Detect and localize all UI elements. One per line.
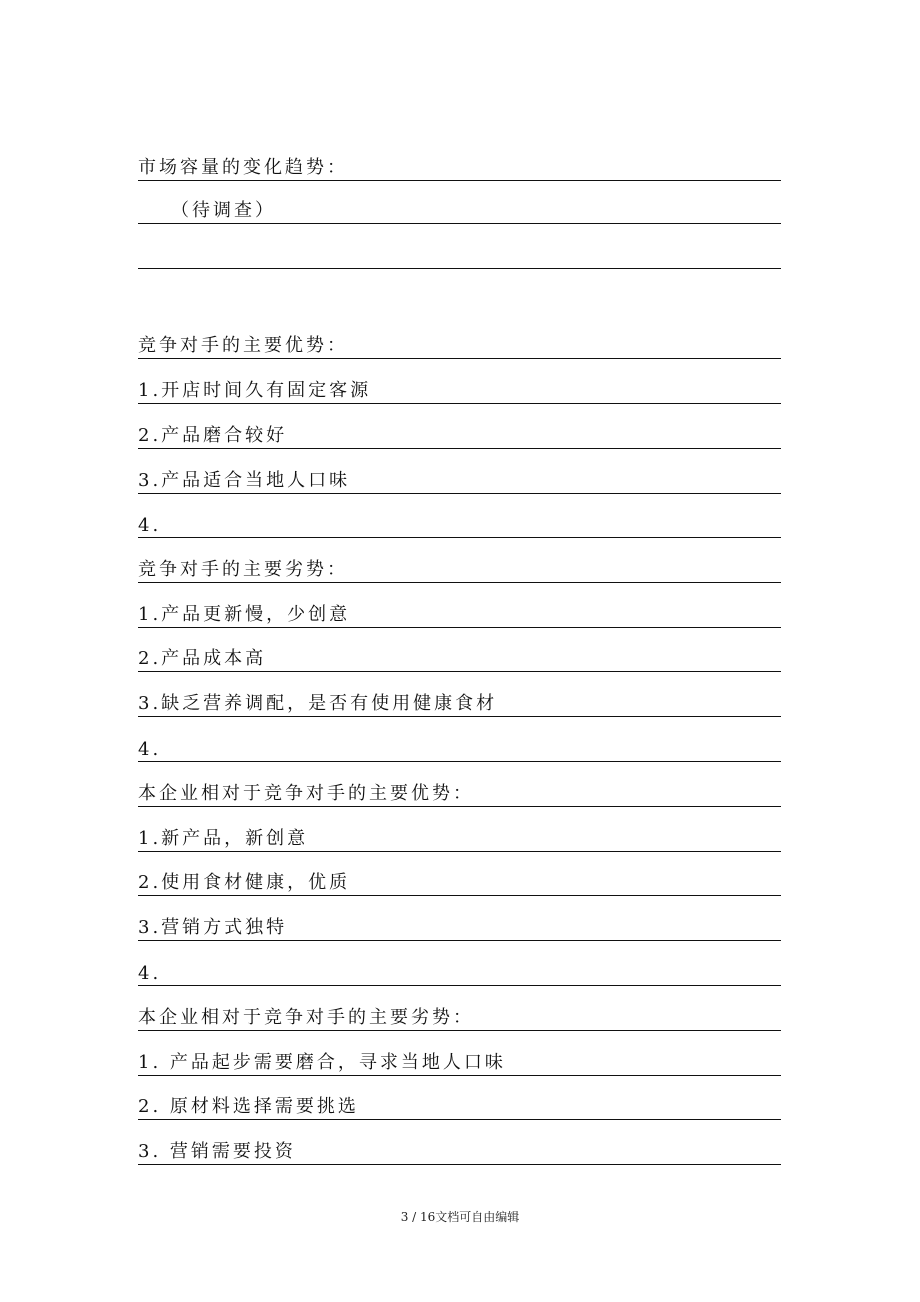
section-heading [138,1001,781,1031]
section-heading [138,553,781,583]
page-footer: 3 / 16文档可自由编辑 [400,1210,520,1224]
section-heading [138,777,781,807]
line-item [138,1090,781,1120]
line-item [138,508,781,538]
line-item [138,687,781,717]
item-text: 2.产品磨合较好 [138,425,288,446]
section-heading [138,151,781,181]
line-item [138,1135,781,1165]
heading-text: 市场容量的变化趋势： [138,157,348,178]
item-text: 3.营销方式独特 [138,917,288,938]
line-item [138,419,781,449]
heading-text: 竞争对手的主要劣势： [138,559,348,580]
line-item [138,194,781,224]
item-text: 1.新产品，新创意 [138,828,309,849]
item-text: （待调查） [138,200,276,221]
item-text: 1.开店时间久有固定客源 [138,380,372,401]
line-item [138,598,781,628]
item-text: 4. [138,739,162,760]
line-item [138,464,781,494]
item-text: 2.使用食材健康，优质 [138,872,351,893]
item-text: 1. 产品起步需要磨合，寻求当地人口味 [138,1052,506,1073]
line-item [138,374,781,404]
item-text: 3.产品适合当地人口味 [138,470,351,491]
line-item [138,956,781,986]
line-item [138,1046,781,1076]
item-text: 3.缺乏营养调配，是否有使用健康食材 [138,693,498,714]
line-item [138,911,781,941]
line-item [138,642,781,672]
item-text: 2.产品成本高 [138,648,267,669]
heading-text: 竞争对手的主要优势： [138,335,348,356]
item-text: 4. [138,515,162,536]
item-text: 4. [138,963,162,984]
item-text: 1.产品更新慢，少创意 [138,604,351,625]
section-heading [138,329,781,359]
line-item [138,866,781,896]
blank-line [138,239,781,269]
line-item [138,732,781,762]
item-text: 2. 原材料选择需要挑选 [138,1096,359,1117]
heading-text: 本企业相对于竞争对手的主要劣势： [138,1007,474,1028]
line-item [138,822,781,852]
item-text: 3. 营销需要投资 [138,1141,296,1162]
heading-text: 本企业相对于竞争对手的主要优势： [138,783,474,804]
